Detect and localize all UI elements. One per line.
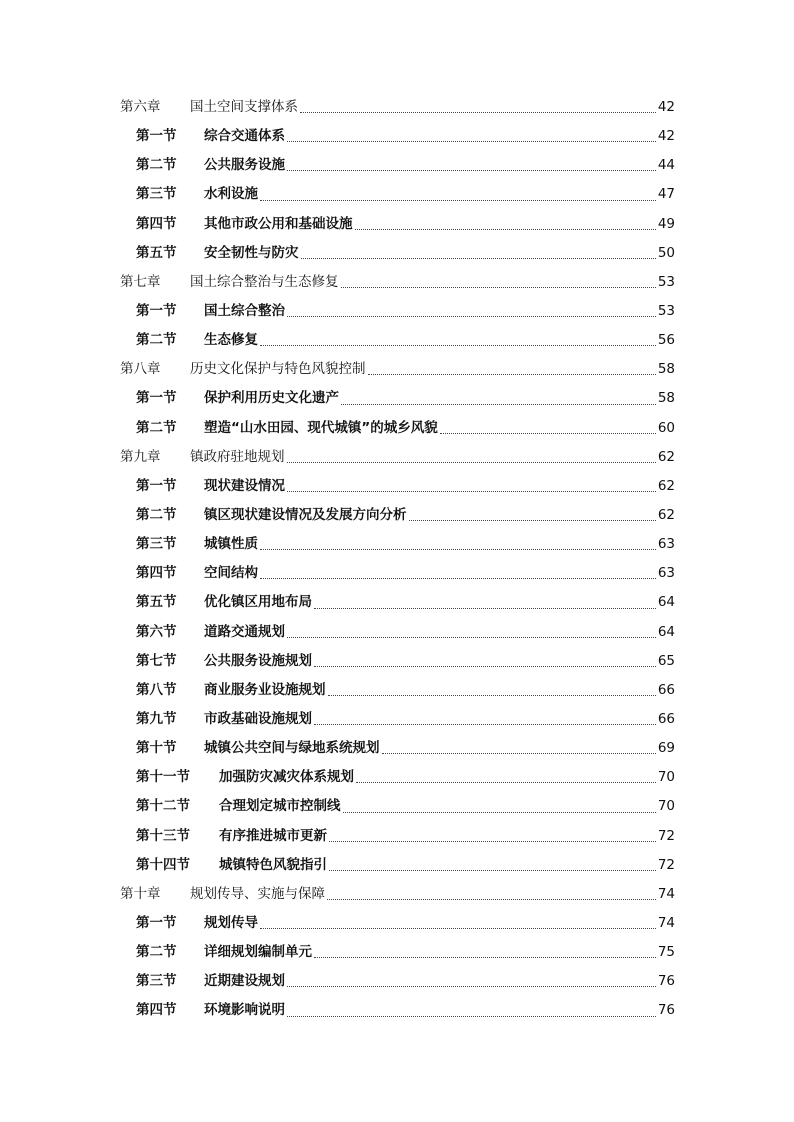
dot-leader	[328, 694, 656, 696]
toc-entry-title: 保护利用历史文化遗产	[204, 390, 339, 407]
toc-entry-number: 第二节	[136, 944, 177, 961]
toc-entry-number: 第六节	[136, 623, 177, 640]
dot-leader	[341, 286, 656, 288]
toc-entry-title: 公共服务设施	[204, 157, 285, 174]
toc-section-entry[interactable]	[120, 763, 675, 792]
toc-entry-number: 第三节	[136, 186, 177, 203]
dot-leader	[356, 781, 656, 783]
toc-entry-title: 国土综合整治	[204, 302, 285, 319]
dot-leader	[329, 840, 656, 842]
toc-entry-number: 第十章	[120, 885, 161, 902]
toc-section-entry[interactable]	[120, 851, 675, 880]
toc-page-number: 64	[657, 623, 675, 640]
table-of-contents	[120, 93, 675, 1026]
toc-section-entry[interactable]	[120, 122, 675, 151]
toc-entry-number: 第一节	[136, 914, 177, 931]
toc-entry-title: 国土空间支撑体系	[190, 99, 298, 115]
dot-leader	[260, 199, 656, 201]
dot-leader	[260, 344, 656, 346]
toc-page-number: 74	[657, 885, 675, 902]
toc-entry-title: 安全韧性与防灾	[204, 244, 299, 261]
toc-entry-title: 城镇性质	[204, 536, 258, 553]
toc-entry-number: 第四节	[136, 215, 177, 232]
toc-page-number: 70	[657, 798, 675, 815]
toc-entry-number: 第六章	[120, 99, 161, 115]
dot-leader	[260, 548, 656, 550]
toc-section-entry[interactable]	[120, 472, 675, 501]
toc-page-number: 74	[657, 914, 675, 931]
toc-page-number: 76	[657, 973, 675, 990]
dot-leader	[260, 927, 656, 929]
toc-entry-title: 城镇特色风貌指引	[219, 856, 327, 873]
toc-page-number: 70	[657, 769, 675, 786]
toc-entry-number: 第二节	[136, 157, 177, 174]
toc-entry-title: 塑造“山水田园、现代城镇”的城乡风貌	[204, 419, 438, 436]
toc-page-number: 66	[657, 710, 675, 727]
toc-page-number: 49	[657, 215, 675, 232]
toc-entry-title: 其他市政公用和基础设施	[204, 215, 353, 232]
dot-leader	[287, 490, 656, 492]
dot-leader	[287, 1015, 656, 1017]
dot-leader	[301, 257, 656, 259]
toc-section-entry[interactable]	[120, 414, 675, 443]
toc-section-entry[interactable]	[120, 792, 675, 821]
toc-entry-title: 现状建设情况	[204, 477, 285, 494]
toc-section-entry[interactable]	[120, 967, 675, 996]
toc-entry-number: 第十一节	[136, 769, 190, 786]
dot-leader	[287, 169, 656, 171]
toc-section-entry[interactable]	[120, 588, 675, 617]
toc-entry-title: 市政基础设施规划	[204, 710, 312, 727]
toc-entry-number: 第八节	[136, 681, 177, 698]
toc-chapter-entry[interactable]	[120, 443, 675, 472]
toc-entry-title: 有序推进城市更新	[219, 827, 327, 844]
toc-entry-number: 第十三节	[136, 827, 190, 844]
toc-entry-number: 第一节	[136, 390, 177, 407]
toc-section-entry[interactable]	[120, 180, 675, 209]
dot-leader	[287, 636, 656, 638]
toc-section-entry[interactable]	[120, 822, 675, 851]
toc-entry-title: 近期建设规划	[204, 973, 285, 990]
toc-section-entry[interactable]	[120, 938, 675, 967]
dot-leader	[343, 811, 656, 813]
toc-entry-title: 规划传导、实施与保障	[190, 885, 325, 902]
toc-entry-number: 第一节	[136, 477, 177, 494]
dot-leader	[409, 519, 656, 521]
toc-entry-number: 第九节	[136, 710, 177, 727]
toc-entry-title: 环境影响说明	[204, 1002, 285, 1019]
toc-section-entry[interactable]	[120, 647, 675, 676]
toc-entry-title: 商业服务业设施规划	[204, 681, 326, 698]
toc-entry-title: 道路交通规划	[204, 623, 285, 640]
toc-section-entry[interactable]	[120, 239, 675, 268]
toc-entry-title: 镇政府驻地规划	[190, 448, 285, 465]
toc-entry-number: 第二节	[136, 506, 177, 523]
toc-section-entry[interactable]	[120, 676, 675, 705]
toc-entry-number: 第十节	[136, 740, 177, 757]
toc-entry-number: 第三节	[136, 536, 177, 553]
toc-chapter-entry[interactable]	[120, 355, 675, 384]
toc-entry-title: 加强防灾减灾体系规划	[219, 769, 354, 786]
toc-page-number: 44	[657, 157, 675, 174]
dot-leader	[300, 111, 656, 113]
toc-entry-number: 第五节	[136, 594, 177, 611]
toc-section-entry[interactable]	[120, 501, 675, 530]
toc-entry-title: 优化镇区用地布局	[204, 594, 312, 611]
toc-section-entry[interactable]	[120, 618, 675, 647]
dot-leader	[314, 607, 656, 609]
dot-leader	[260, 577, 656, 579]
toc-page-number: 72	[657, 856, 675, 873]
toc-entry-number: 第一节	[136, 302, 177, 319]
toc-entry-number: 第二节	[136, 332, 177, 349]
dot-leader	[440, 432, 656, 434]
toc-chapter-entry[interactable]	[120, 93, 675, 122]
toc-entry-title: 空间结构	[204, 565, 258, 582]
toc-page-number: 58	[657, 361, 675, 378]
dot-leader	[287, 140, 656, 142]
toc-page-number: 47	[657, 186, 675, 203]
toc-page-number: 66	[657, 681, 675, 698]
toc-page-number: 64	[657, 594, 675, 611]
toc-page-number: 53	[657, 302, 675, 319]
dot-leader	[382, 752, 656, 754]
toc-section-entry[interactable]	[120, 909, 675, 938]
toc-entry-number: 第一节	[136, 128, 177, 145]
toc-entry-number: 第八章	[120, 361, 161, 378]
toc-entry-title: 国土综合整治与生态修复	[190, 273, 339, 290]
toc-entry-number: 第四节	[136, 565, 177, 582]
dot-leader	[329, 869, 656, 871]
toc-page-number: 42	[657, 128, 675, 145]
toc-entry-title: 公共服务设施规划	[204, 652, 312, 669]
toc-page-number: 72	[657, 827, 675, 844]
toc-entry-title: 综合交通体系	[204, 128, 285, 145]
dot-leader	[287, 985, 656, 987]
toc-page-number: 53	[657, 273, 675, 290]
toc-entry-number: 第四节	[136, 1002, 177, 1019]
toc-entry-title: 生态修复	[204, 332, 258, 349]
dot-leader	[327, 898, 656, 900]
toc-entry-number: 第七章	[120, 273, 161, 290]
toc-page-number: 76	[657, 1002, 675, 1019]
toc-section-entry[interactable]	[120, 326, 675, 355]
toc-entry-number: 第三节	[136, 973, 177, 990]
toc-entry-number: 第十二节	[136, 798, 190, 815]
toc-section-entry[interactable]	[120, 705, 675, 734]
toc-section-entry[interactable]	[120, 530, 675, 559]
toc-entry-number: 第七节	[136, 652, 177, 669]
toc-page-number: 63	[657, 536, 675, 553]
dot-leader	[368, 373, 656, 375]
dot-leader	[287, 315, 656, 317]
toc-entry-title: 详细规划编制单元	[204, 944, 312, 961]
toc-page-number: 50	[657, 244, 675, 261]
toc-page-number: 42	[657, 99, 675, 115]
toc-entry-number: 第十四节	[136, 856, 190, 873]
dot-leader	[287, 461, 656, 463]
toc-page-number: 62	[657, 477, 675, 494]
toc-page-number: 56	[657, 332, 675, 349]
toc-page-number: 60	[657, 419, 675, 436]
dot-leader	[314, 956, 656, 958]
toc-entry-title: 城镇公共空间与绿地系统规划	[204, 740, 380, 757]
toc-section-entry[interactable]	[120, 734, 675, 763]
toc-chapter-entry[interactable]	[120, 880, 675, 909]
dot-leader	[355, 228, 656, 230]
toc-entry-title: 规划传导	[204, 914, 258, 931]
toc-page-number: 58	[657, 390, 675, 407]
toc-page-number: 63	[657, 565, 675, 582]
toc-entry-number: 第五节	[136, 244, 177, 261]
toc-page-number: 65	[657, 652, 675, 669]
toc-page-number: 69	[657, 740, 675, 757]
toc-entry-title: 水利设施	[204, 186, 258, 203]
toc-section-entry[interactable]	[120, 210, 675, 239]
toc-entry-title: 历史文化保护与特色风貌控制	[190, 361, 366, 378]
dot-leader	[314, 665, 656, 667]
toc-entry-number: 第二节	[136, 419, 177, 436]
toc-page-number: 62	[657, 506, 675, 523]
dot-leader	[314, 723, 656, 725]
dot-leader	[341, 403, 656, 405]
toc-section-entry[interactable]	[120, 151, 675, 180]
toc-section-entry[interactable]	[120, 384, 675, 413]
toc-entry-title: 镇区现状建设情况及发展方向分析	[204, 506, 407, 523]
toc-section-entry[interactable]	[120, 297, 675, 326]
toc-chapter-entry[interactable]	[120, 268, 675, 297]
toc-page-number: 75	[657, 944, 675, 961]
toc-entry-number: 第九章	[120, 448, 161, 465]
toc-page-number: 62	[657, 448, 675, 465]
toc-entry-title: 合理划定城市控制线	[219, 798, 341, 815]
toc-section-entry[interactable]	[120, 559, 675, 588]
toc-section-entry[interactable]	[120, 996, 675, 1025]
